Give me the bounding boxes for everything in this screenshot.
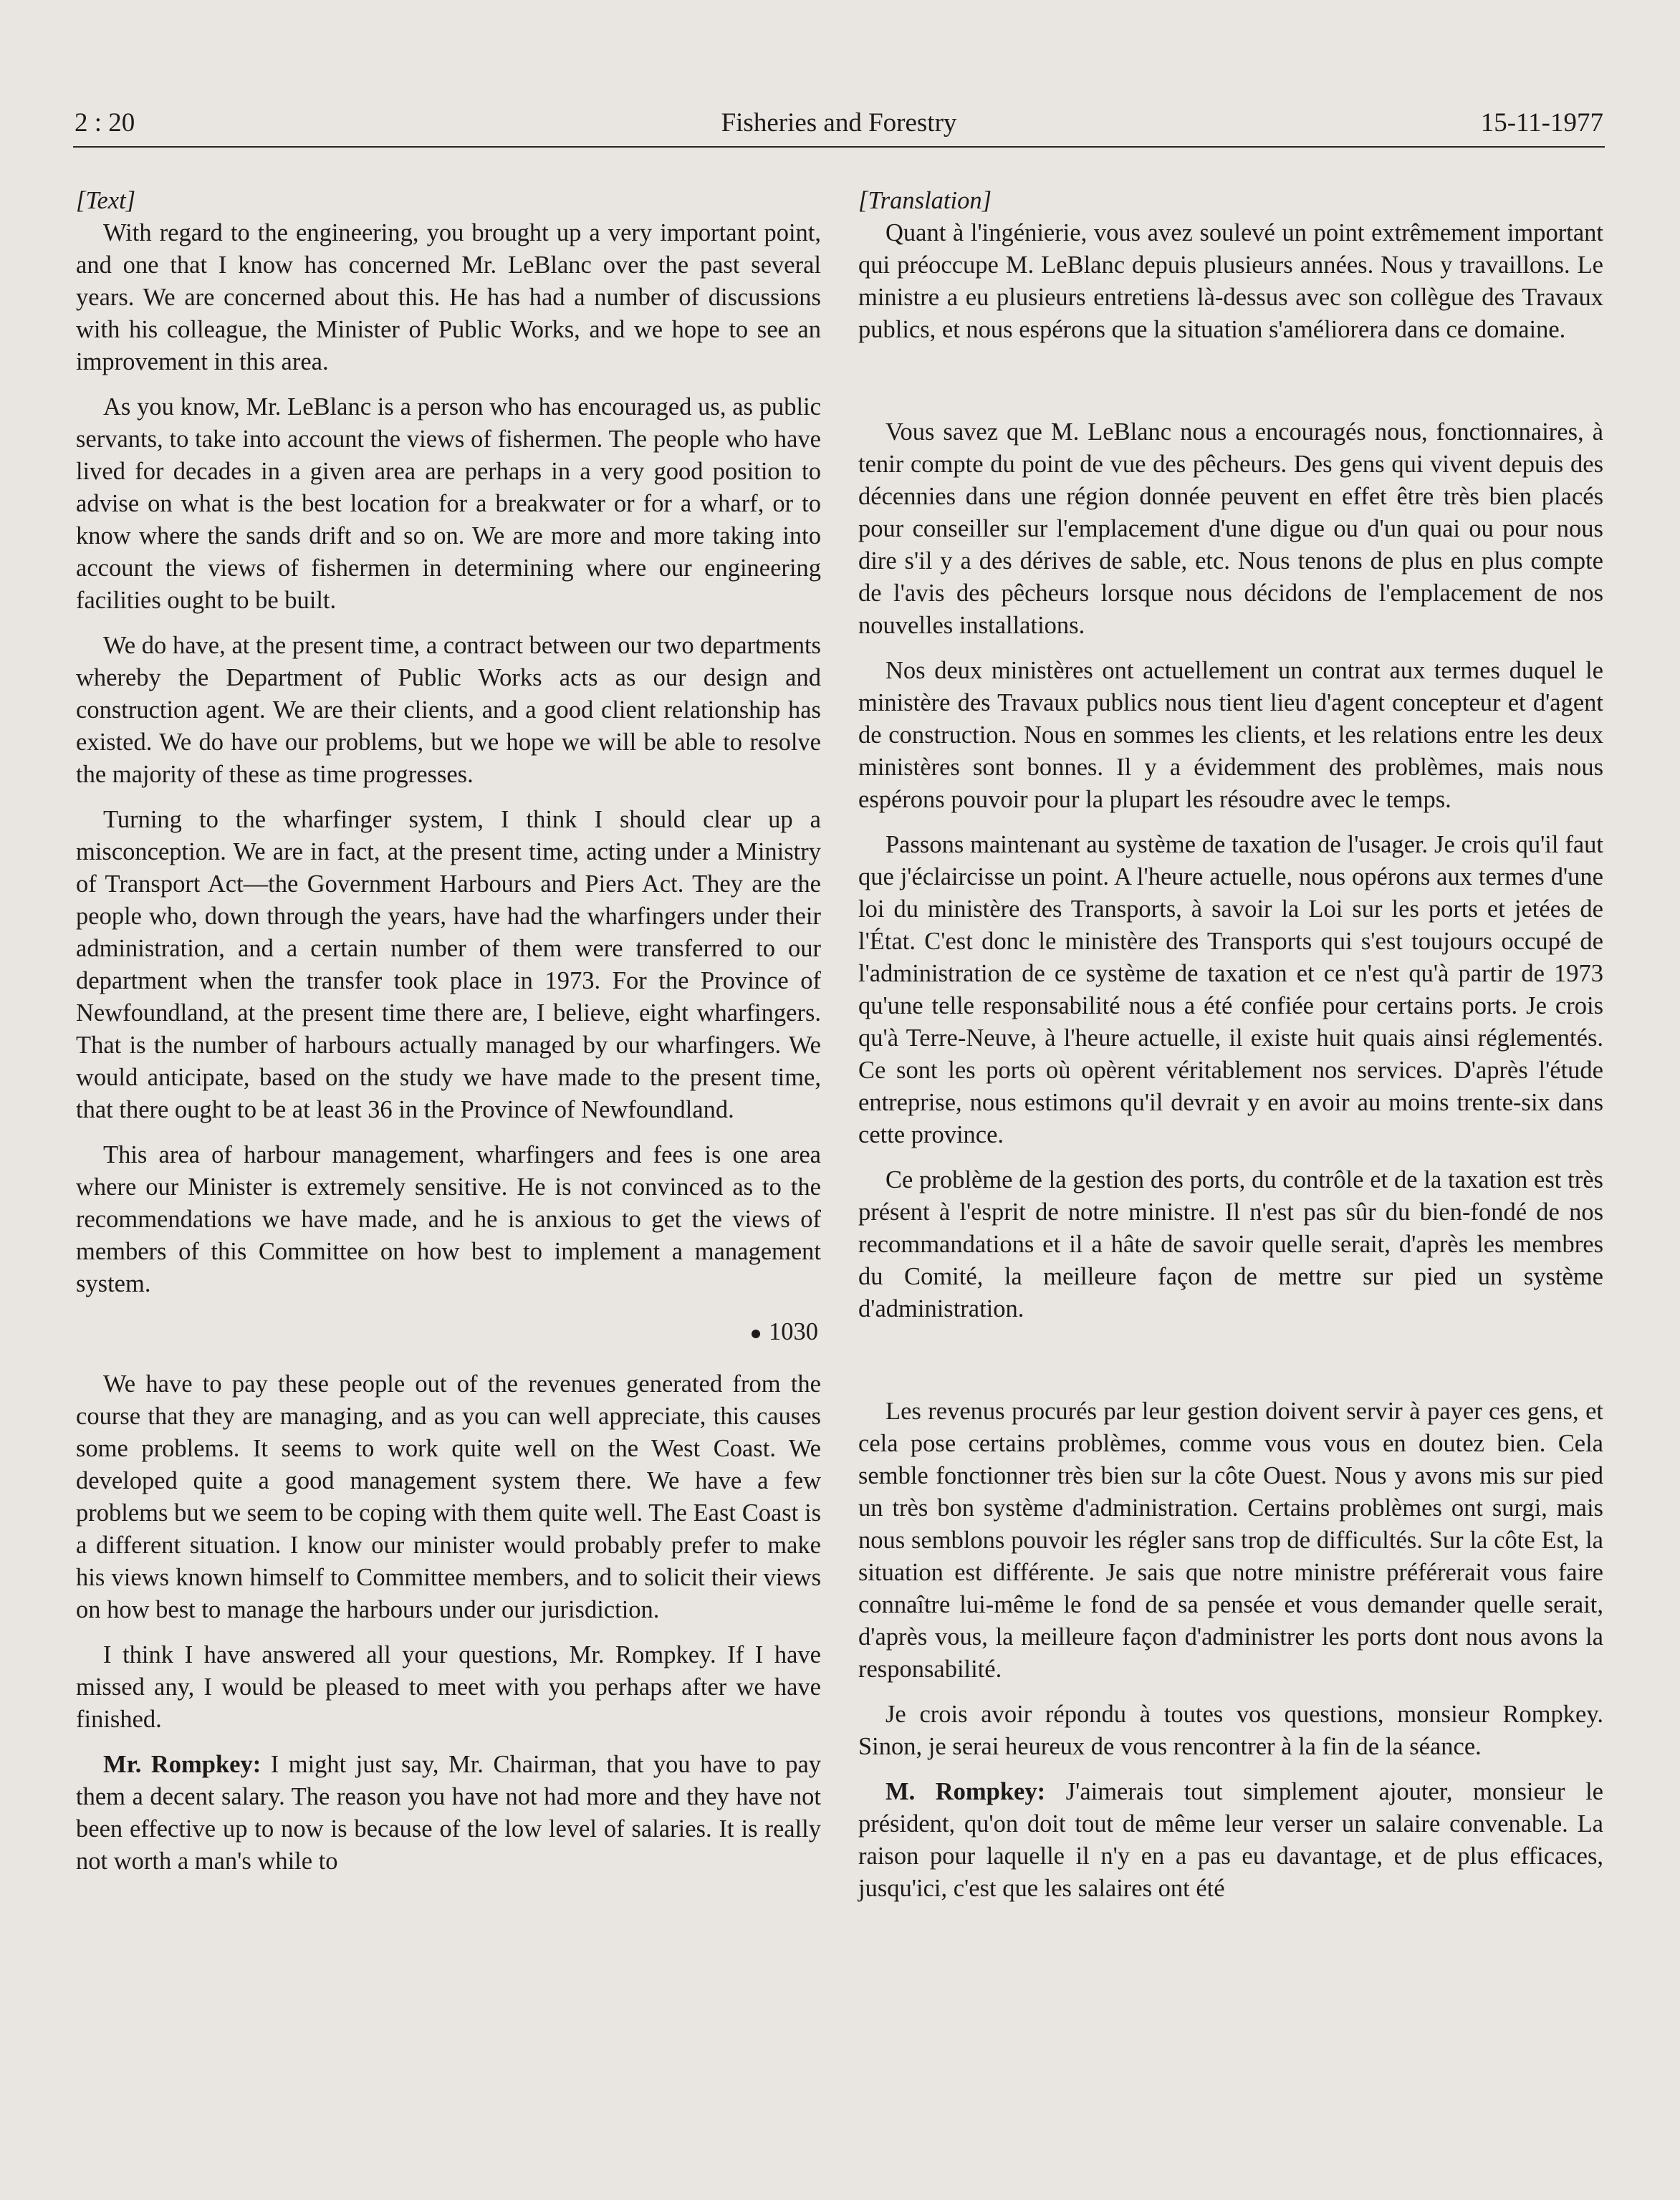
paragraph: Je crois avoir répondu à toutes vos questions, monsieur Rompkey. Sinon, je serai heureux de vous rencontrer à la fin de la séance. [858, 1701, 1603, 1760]
column-label-text: Text [85, 187, 126, 214]
page-number: 2 : 20 [75, 108, 135, 138]
english-column [76, 185, 821, 1891]
paragraph: This area of harbour management, wharfingers and fees is one area where our Minister is extremely sensitive. He is not convinced as to the recommendations we have made, and he is anxious to get the views of members of this Committee on how best to implement a management system. [76, 1141, 821, 1297]
paragraph: As you know, Mr. LeBlanc is a person who has encouraged us, as public servants, to take into account the views of fishermen. The people who have lived for decades in a given area are perhaps in a very good position to advise on what is the best location for a breakwater or for a wharf, or to know where the sands drift and so on. We are more and more taking into account the views of fishermen in determining where our engineering facilities ought to be built. [76, 393, 821, 614]
speaker-paragraph [858, 1776, 1603, 1905]
column-label: [Text] [76, 187, 136, 214]
time-marker-text: 1030 [769, 1318, 818, 1345]
speaker-text: I might just say, Mr. Chairman, that you have to pay them a decent salary. The reason you have not had more and they have not been effective up to now is because of the low level of salaries. It is really not worth a man's while to [76, 1751, 822, 1875]
paragraph: Ce problème de la gestion des ports, du contrôle et de la taxation est très présent à l'esprit de notre ministre. Il n'est pas sûr du bien-fondé de nos recommandations et il a hâte de savoir quelle serait, d'après les membres du Comité, la meilleure façon de mettre sur pied un système d'administration. [858, 1166, 1603, 1322]
session-date: 15-11-1977 [1480, 108, 1603, 138]
time-marker [76, 1316, 818, 1348]
french-column [858, 185, 1603, 1918]
paragraph: Quant à l'ingénierie, vous avez soulevé un point extrêmement important qui préoccupe M. LeBlanc depuis plusieurs années. Nous y travaillons. Le ministre a eu plusieurs entretiens là-dessus avec son collègue des Travaux publics, et nous espérons que la situation s'améliorera dans ce domaine. [858, 219, 1603, 343]
column-gap [858, 1338, 1603, 1396]
paragraph: With regard to the engineering, you brought up a very important point, and one that I know has concerned Mr. LeBlanc over the past several years. We are concerned about this. He has had a number of discussions with his colleague, the Minister of Public Works, and we hope to see an improvement in this area. [76, 219, 821, 375]
paragraph: Vous savez que M. LeBlanc nous a encouragés nous, fonctionnaires, à tenir compte du point de vue des pêcheurs. Des gens qui vivent depuis des décennies dans une région donnée peuvent en effet être très bien placés pour conseiller sur l'emplacement d'une digue ou d'un quai ou pour nous dire s'il y a des dérives de sable, etc. Nous tenons de plus en plus compte de l'avis des pêcheurs lorsque nous décidons de l'emplacement de nos nouvelles installations. [858, 418, 1603, 639]
speaker-name: Mr. Rompkey: [103, 1751, 261, 1778]
paragraph: Turning to the wharfinger system, I think I should clear up a misconception. We are in fact, at the present time, acting under a Ministry of Transport Act—the Government Harbours and Piers Act. They are the people who, down through the years, have had the wharfingers under their administration, and a certain number of them were transferred to our department when the transfer took place in 1973. For the Province of Newfoundland, at the present time there are, I believe, eight wharfingers. That is the number of harbours actually managed by our wharfingers. We would anticipate, based on the study we have made to the present time, that there ought to be at least 36 in the Province of Newfoundland. [76, 806, 821, 1123]
paragraph: Nos deux ministères ont actuellement un contrat aux termes duquel le ministère des Travaux publics nous tient lieu d'agent concepteur et d'agent de construction. Nous en sommes les clients, et les relations entre les deux ministères sont bonnes. Il y a évidemment des problèmes, mais nous espérons pouvoir pour la plupart les résoudre avec le temps. [858, 657, 1603, 813]
paragraph: Passons maintenant au système de taxation de l'usager. Je crois qu'il faut que j'éclaircisse un point. A l'heure actuelle, nous opérons aux termes d'une loi du ministère des Transports, à savoir la Loi sur les ports et jetées de l'État. C'est donc le ministère des Transports qui s'est toujours occupé de l'administration de ce système de taxation et ce n'est qu'à partir de 1973 qu'une telle responsabilité nous a été confiée pour certains ports. Je crois qu'à Terre-Neuve, à l'heure actuelle, il existe huit quais ainsi réglementés. Ce sont les ports où opèrent véritablement nos services. D'après l'étude entreprise, nous estimons qu'il devrait y en avoir au moins trente-six dans cette province. [858, 831, 1603, 1148]
paragraph: Les revenus procurés par leur gestion doivent servir à payer ces gens, et cela pose certains problèmes, comme vous vous en doutez bien. Cela semble fonctionner très bien sur la côte Ouest. Nous y avons mis sur pied un très bon système d'administration. Certains problèmes ont surgi, mais nous semblons pouvoir les régler sans trop de difficultés. Sur la côte Est, la situation est différente. Je sais que notre ministre préférerait vous faire connaître lui-même le fond de sa pensée et vous demander quelle serait, d'après vous, la meilleure façon d'administrer les ports dont nous avons la responsabilité. [858, 1398, 1603, 1683]
paragraph: We do have, at the present time, a contract between our two departments whereby the Department of Public Works acts as our design and construction agent. We are their clients, and a good client relationship has existed. We do have our problems, but we hope we will be able to resolve the majority of these as time progresses. [76, 632, 821, 788]
bullet-icon [752, 1330, 760, 1338]
speaker-name: M. Rompkey: [885, 1778, 1046, 1805]
column-gap [858, 359, 1603, 416]
paragraph: We have to pay these people out of the revenues generated from the course that they are managing, and as you can well appreciate, this causes some problems. It seems to work quite well on the West Coast. We developed quite a good management system there. We have a few problems but we seem to be coping with them quite well. The East Coast is a different situation. I know our minister would probably prefer to make his views known himself to Committee members, and to solicit their views on how best to manage the harbours under our jurisdiction. [76, 1370, 821, 1623]
running-title: Fisheries and Forestry [721, 108, 957, 138]
column-label-text: Translation [868, 187, 982, 214]
paragraph: I think I have answered all your questions, Mr. Rompkey. If I have missed any, I would be pleased to meet with you perhaps after we have finished. [76, 1641, 821, 1733]
speaker-text: J'aimerais tout simplement ajouter, monsieur le président, qu'on doit tout de même leur verser un salaire convenable. La raison pour laquelle il n'y en a pas eu davantage, et de plus efficaces, jusqu'ici, c'est que les salaires ont été [858, 1778, 1603, 1902]
speaker-paragraph [76, 1749, 821, 1878]
page-header [73, 106, 1605, 148]
column-label: [Translation] [858, 187, 992, 214]
